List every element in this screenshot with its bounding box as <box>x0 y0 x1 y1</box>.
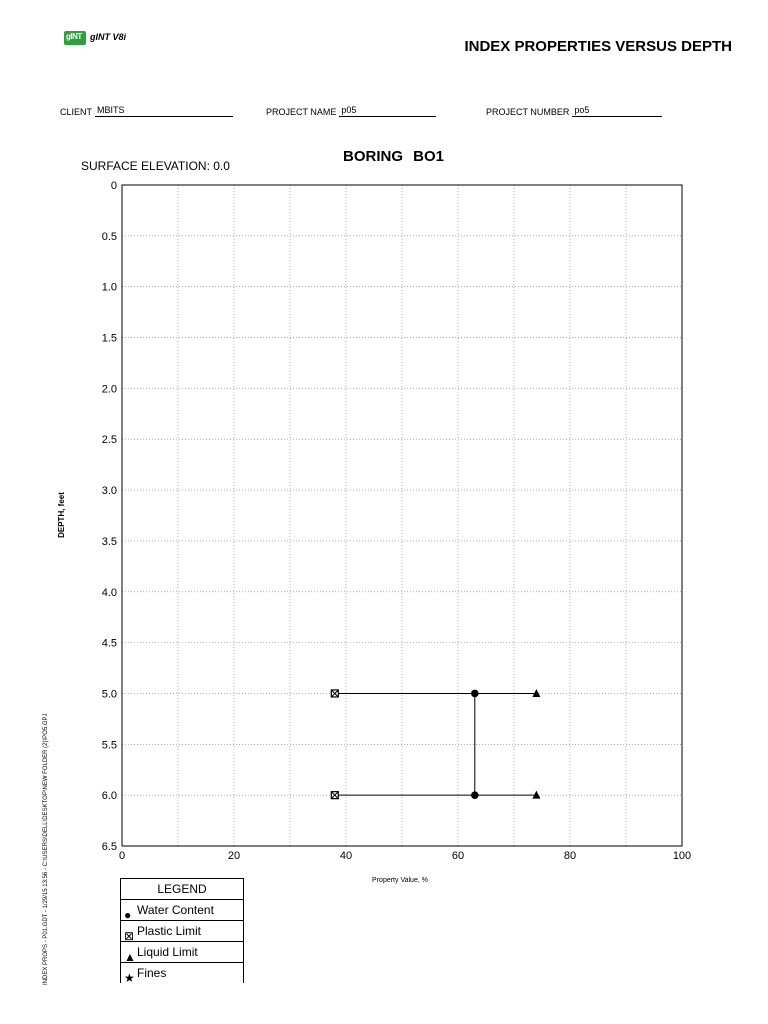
legend-item-label: Liquid Limit <box>137 945 198 959</box>
project-name-label: PROJECT NAME <box>266 107 337 117</box>
y-tick-label: 4.0 <box>101 586 117 599</box>
client-value: MBITS <box>95 105 233 117</box>
x-tick-label: 60 <box>451 850 465 862</box>
gint-logo-badge: gINT <box>64 31 86 45</box>
y-tick-label: 6.5 <box>101 841 117 853</box>
y-tick-label: 1.0 <box>101 281 117 294</box>
legend <box>120 878 244 983</box>
x-tick-label: 100 <box>672 850 692 862</box>
client-label: CLIENT <box>60 107 93 117</box>
legend-item-liquid-limit <box>121 942 243 963</box>
boxed-x-icon: ⊠ <box>124 929 135 943</box>
y-tick-label: 0.5 <box>101 230 117 243</box>
y-tick-label: 1.5 <box>101 332 117 345</box>
x-tick-label: 80 <box>563 850 577 862</box>
x-tick-label: 0 <box>118 850 126 862</box>
y-tick-label: 2.0 <box>101 383 117 396</box>
legend-item-water-content <box>121 900 243 921</box>
page-title: INDEX PROPERTIES VERSUS DEPTH <box>464 38 732 55</box>
y-tick-label: 3.0 <box>101 485 117 498</box>
legend-title: LEGEND <box>121 879 243 900</box>
y-tick-label: 4.5 <box>101 637 117 650</box>
legend-item-fines <box>121 963 243 983</box>
project-number-label: PROJECT NUMBER <box>486 107 570 117</box>
project-name-value: p05 <box>339 105 436 117</box>
side-note: INDEX PROPS - P01.GDT - 1/29/15 13:56 - C:\USERS\DELL\DESKTOP\NEW FOLDER (2)\PO5.GPJ <box>43 713 49 985</box>
y-tick-label: 6.0 <box>101 790 117 803</box>
legend-item-label: Plastic Limit <box>137 924 202 938</box>
circle-icon: ● <box>124 908 132 922</box>
y-axis-label: DEPTH, feet <box>57 492 66 538</box>
y-tick-label: 5.0 <box>101 688 117 701</box>
x-axis-label: Property Value, % <box>372 877 428 884</box>
x-tick-label: 40 <box>339 850 353 862</box>
star-icon: ★ <box>124 971 135 985</box>
legend-item-label: Water Content <box>137 903 214 917</box>
y-tick-label: 5.5 <box>101 739 117 752</box>
triangle-icon: ▲ <box>124 950 136 964</box>
water-content-point <box>471 690 479 698</box>
surface-elevation: SURFACE ELEVATION: 0.0 <box>81 159 230 173</box>
y-tick-label: 2.5 <box>101 434 117 447</box>
project-number-value: po5 <box>572 105 662 117</box>
legend-item-label: Fines <box>137 966 167 980</box>
x-tick-label: 20 <box>227 850 241 862</box>
boring-title: BORING BO1 <box>343 148 445 165</box>
y-tick-label: 3.5 <box>101 535 117 548</box>
water-content-point <box>471 791 479 799</box>
gint-logo-text: gINT V8i <box>90 32 127 42</box>
y-tick-label: 0 <box>110 180 117 192</box>
legend-item-plastic-limit <box>121 921 243 942</box>
